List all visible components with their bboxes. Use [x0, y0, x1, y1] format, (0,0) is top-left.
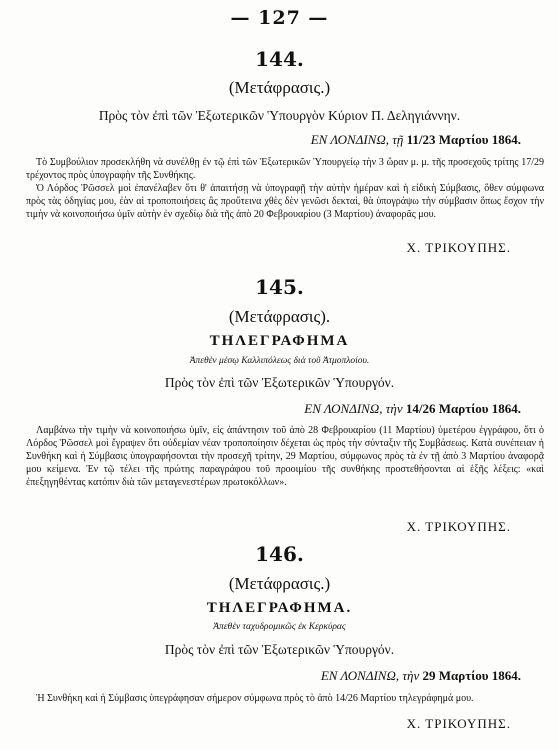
document-146-heading: (Μετάφρασις.) — [228, 574, 331, 593]
document-144-date — [311, 132, 521, 148]
date-place: ΕΝ ΛΟΝΔΙΝΩ, τὴν — [304, 401, 403, 416]
date-value: 29 Μαρτίου 1864. — [422, 668, 521, 683]
document-144-address: Πρὸς τὸν ἐπὶ τῶν Ἐξωτερικῶν Ὑπουργὸν Κύριον Π. Δεληγιάννην. — [98, 108, 461, 123]
date-place: ΕΝ ΛΟΝΔΙΝΩ, τῇ — [310, 132, 404, 147]
document-145-telegram-title: ΤΗΛΕΓΡΑΦΗΜΑ — [209, 333, 350, 349]
paragraph: Τὸ Συμβούλιον προσεκλήθη νὰ συνέλθῃ ἐν τῷ ἐπὶ τῶν Ἐξωτερικῶν Ὑπουργείῳ τὴν 3 ὥραν μ. μ. τῆς προσεχοῦς τρίτης 17/29 τρέχοντος πρὸς ὑπογραφὴν τῆς Συνθήκης. — [26, 157, 544, 181]
document-144-heading: (Μετάφρασις.) — [228, 78, 331, 97]
paragraph: Λαμβάνω τὴν τιμὴν νὰ κοινοποιήσω ὑμῖν, εἰς ἀπάντησιν τοῦ ἀπὸ 28 Φεβρουαρίου (11 Μαρτίου) ὑμετέρου ἐγγράφου, ὅτι ὁ Λόρδος Ῥῶσσελ μοὶ ἔγραψεν ὅτι οὐδεμίαν νέαν τροποποίησιν δέχεται ὡς πρὸς τὴν σύνταξιν τῆς Συμβάσεως. Κατὰ συνέπειαν ἡ Συνθήκη καὶ ἡ Σύμβασις ὑπογραφήσονται τὴν προσεχῆ τρίτην, 29 Μαρτίου, σύμφωνος πρὸς τὰ ἐν τῇ ἀπὸ 3 Μαρτίου ἀναφορᾷ μου κείμενα. Ἐν τῷ τέλει τῆς πρώτης παραγράφου τοῦ προοιμίου τῆς συνθήκης προστεθήσονται αἱ ἑξῆς λέξεις: «καὶ ἐπεξηγηθέντας κατόπιν διὰ τῶν μεταγενεστέρων πρωτοκόλλων». — [26, 425, 544, 488]
document-145-signature: Χ. ΤΡΙΚΟΥΠΗΣ. — [406, 519, 511, 534]
document-144-body — [26, 156, 544, 221]
document-146-signature: Χ. ΤΡΙΚΟΥΠΗΣ. — [406, 716, 511, 731]
date-value: 14/26 Μαρτίου 1864. — [405, 401, 521, 416]
page-number: — 127 — — [230, 7, 329, 29]
paragraph: Ἡ Συνθήκη καὶ ἡ Σύμβασις ὑπεγράφησαν σήμερον σύμφωνα πρὸς τὸ ἀπὸ 14/26 Μαρτίου τηλεγράφημά μου. — [36, 693, 474, 704]
document-145-address: Πρὸς τὸν ἐπὶ τῶν Ἐξωτερικῶν Ὑπουργόν. — [164, 375, 395, 390]
document-145-body — [26, 424, 544, 489]
document-146-number: 146. — [255, 542, 304, 566]
document-144-signature: Χ. ΤΡΙΚΟΥΠΗΣ. — [406, 240, 511, 255]
paragraph: Ὁ Λόρδος Ῥῶσσελ μοὶ ἐπανέλαβεν ὅτι θ' ἀπαιτήσῃ νὰ ὑπογραφῇ τὴν αὐτὴν ἡμέραν καὶ ἡ εἰδικὴ Σύμβασις, ὅθεν σύμφωνα πρὸς τὰς ὁδηγίας μου, ἐὰν αἱ τροποποιήσεις ἃς προὔτεινα χθὲς δὲν γενῶσι δεκταί, θὰ ὑπογράψω τὴν σύμβασιν ὅπως ἔσχον τὴν τιμὴν νὰ κοινοποιήσω ὑμῖν αὐτὴν ἐν σχεδίῳ διὰ τῆς ἀπὸ 20 Φεβρουαρίου (3 Μαρτίου) ἀναφορᾶς μου. — [26, 183, 544, 220]
date-value: 11/23 Μαρτίου 1864. — [406, 132, 521, 147]
document-145-number: 145. — [255, 275, 304, 299]
document-146-telegram-title: ΤΗΛΕΓΡΑΦΗΜΑ. — [206, 600, 353, 616]
document-144-number: 144. — [255, 47, 304, 71]
document-145-heading: (Μετάφρασις). — [228, 307, 331, 326]
document-146-address: Πρὸς τὸν ἐπὶ τῶν Ἐξωτερικῶν Ὑπουργόν. — [164, 642, 395, 657]
document-145-route: Ἀπεθὲν μέσῳ Καλλιπόλεως διὰ τοῦ Ἀτμοπλοίου. — [189, 356, 370, 366]
document-146-route: Ἀπεθὲν ταχυδρομικῶς ἐκ Κερκύρας — [213, 622, 346, 632]
document-146-body — [26, 692, 544, 705]
document-145-date — [304, 401, 521, 417]
document-146-date — [321, 668, 521, 684]
date-place: ΕΝ ΛΟΝΔΙΝΩ, τὴν — [320, 668, 420, 683]
